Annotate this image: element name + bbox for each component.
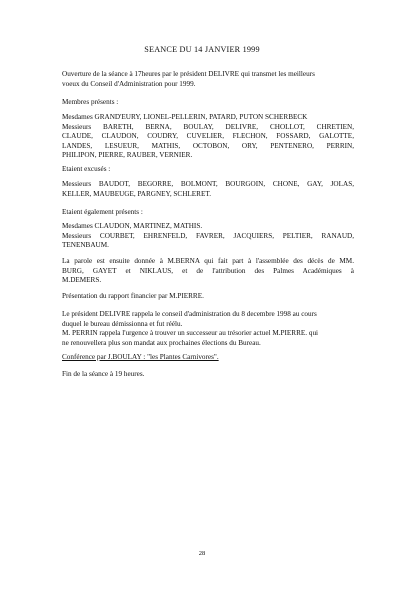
excused-line: KELLER, MAUBEUGE, PARGNEY, SCHLERET.: [62, 189, 212, 198]
members-line: LANDES, LESUEUR, MATHIS, OCTOBON, ORY, PENTENERO, PERRIN,: [62, 141, 354, 150]
closing-line: Fin de la séance à 19 heures.: [62, 370, 145, 378]
also-present-paragraph: [62, 222, 354, 251]
opening-paragraph: [62, 70, 354, 89]
also-present-line: Mesdames CLAUDON, MARTINEZ, MATHIS.: [62, 222, 203, 230]
excused-line: Messieurs BAUDOT, BEGORRE, BOLMONT, BOURGOIN, CHONE, GAY, JOLAS,: [62, 180, 354, 188]
election-line: M. PERRIN rappela l'urgence à trouver un successeur au trésorier actuel M.PIERRE. qui: [62, 329, 319, 338]
election-paragraph: [62, 310, 354, 348]
members-heading: Membres présents :: [62, 98, 119, 106]
page-number: 28: [198, 550, 206, 557]
speech-line: M.DEMERS.: [62, 276, 102, 285]
members-line: Mesdames GRAND'EURY, LIONEL-PELLERIN, PATARD, PUTON SCHERBECK: [62, 113, 308, 121]
financial-report: Présentation du rapport financier par M.PIERRE.: [62, 292, 204, 300]
members-paragraph: [62, 113, 354, 161]
speech-line: La parole est ensuite donnée à M.BERNA qui fait part à l'assemblée des décès de MM.: [62, 257, 354, 265]
also-present-heading: Etaient également présents :: [62, 208, 143, 216]
also-present-line: Messieurs COURBET, EHRENFELD, FAVRER, JACQUIERS, PELTIER, RANAUD,: [62, 231, 354, 240]
election-line: ne renouvellera plus son mandat aux prochaines élections du Bureau.: [62, 338, 261, 347]
excused-heading: Etaient excusés :: [62, 165, 111, 173]
page-title: SEANCE DU 14 JANVIER 1999: [144, 45, 260, 54]
election-line: Le président DELIVRE rappela le conseil d'administration du 8 decembre 1998 au cours: [62, 310, 317, 318]
conference-container: [62, 353, 354, 363]
opening-line-1: Ouverture de la séance à 17heures par le président DELIVRE qui transmet les meilleurs: [62, 70, 315, 78]
also-present-line: TENENBAUM.: [62, 241, 109, 250]
excused-paragraph: [62, 180, 354, 199]
speech-paragraph: [62, 257, 354, 286]
speech-line: BURG, GAYET et NIKLAUS, et de l'attribution des Palmes Académiques à: [62, 266, 354, 275]
conference-title: Conférence par J.BOULAY : "les Plantes Carnivores".: [62, 353, 219, 361]
opening-line-2: voeux du Conseil d'Administration pour 1999.: [62, 79, 196, 88]
members-line: PHILIPON, PIERRE, RAUBER, VERNIER.: [62, 151, 193, 160]
members-line: CLAUDE, CLAUDON, COUDRY, CUVELIER, FLECHON, FOSSARD, GALOTTE,: [62, 132, 354, 141]
election-line: duquel le bureau démissionna et fut réélu.: [62, 319, 183, 328]
members-line: Messieurs BARETH, BERNA, BOULAY, DELIVRE, CHOLLOT, CHRETIEN,: [62, 122, 354, 131]
